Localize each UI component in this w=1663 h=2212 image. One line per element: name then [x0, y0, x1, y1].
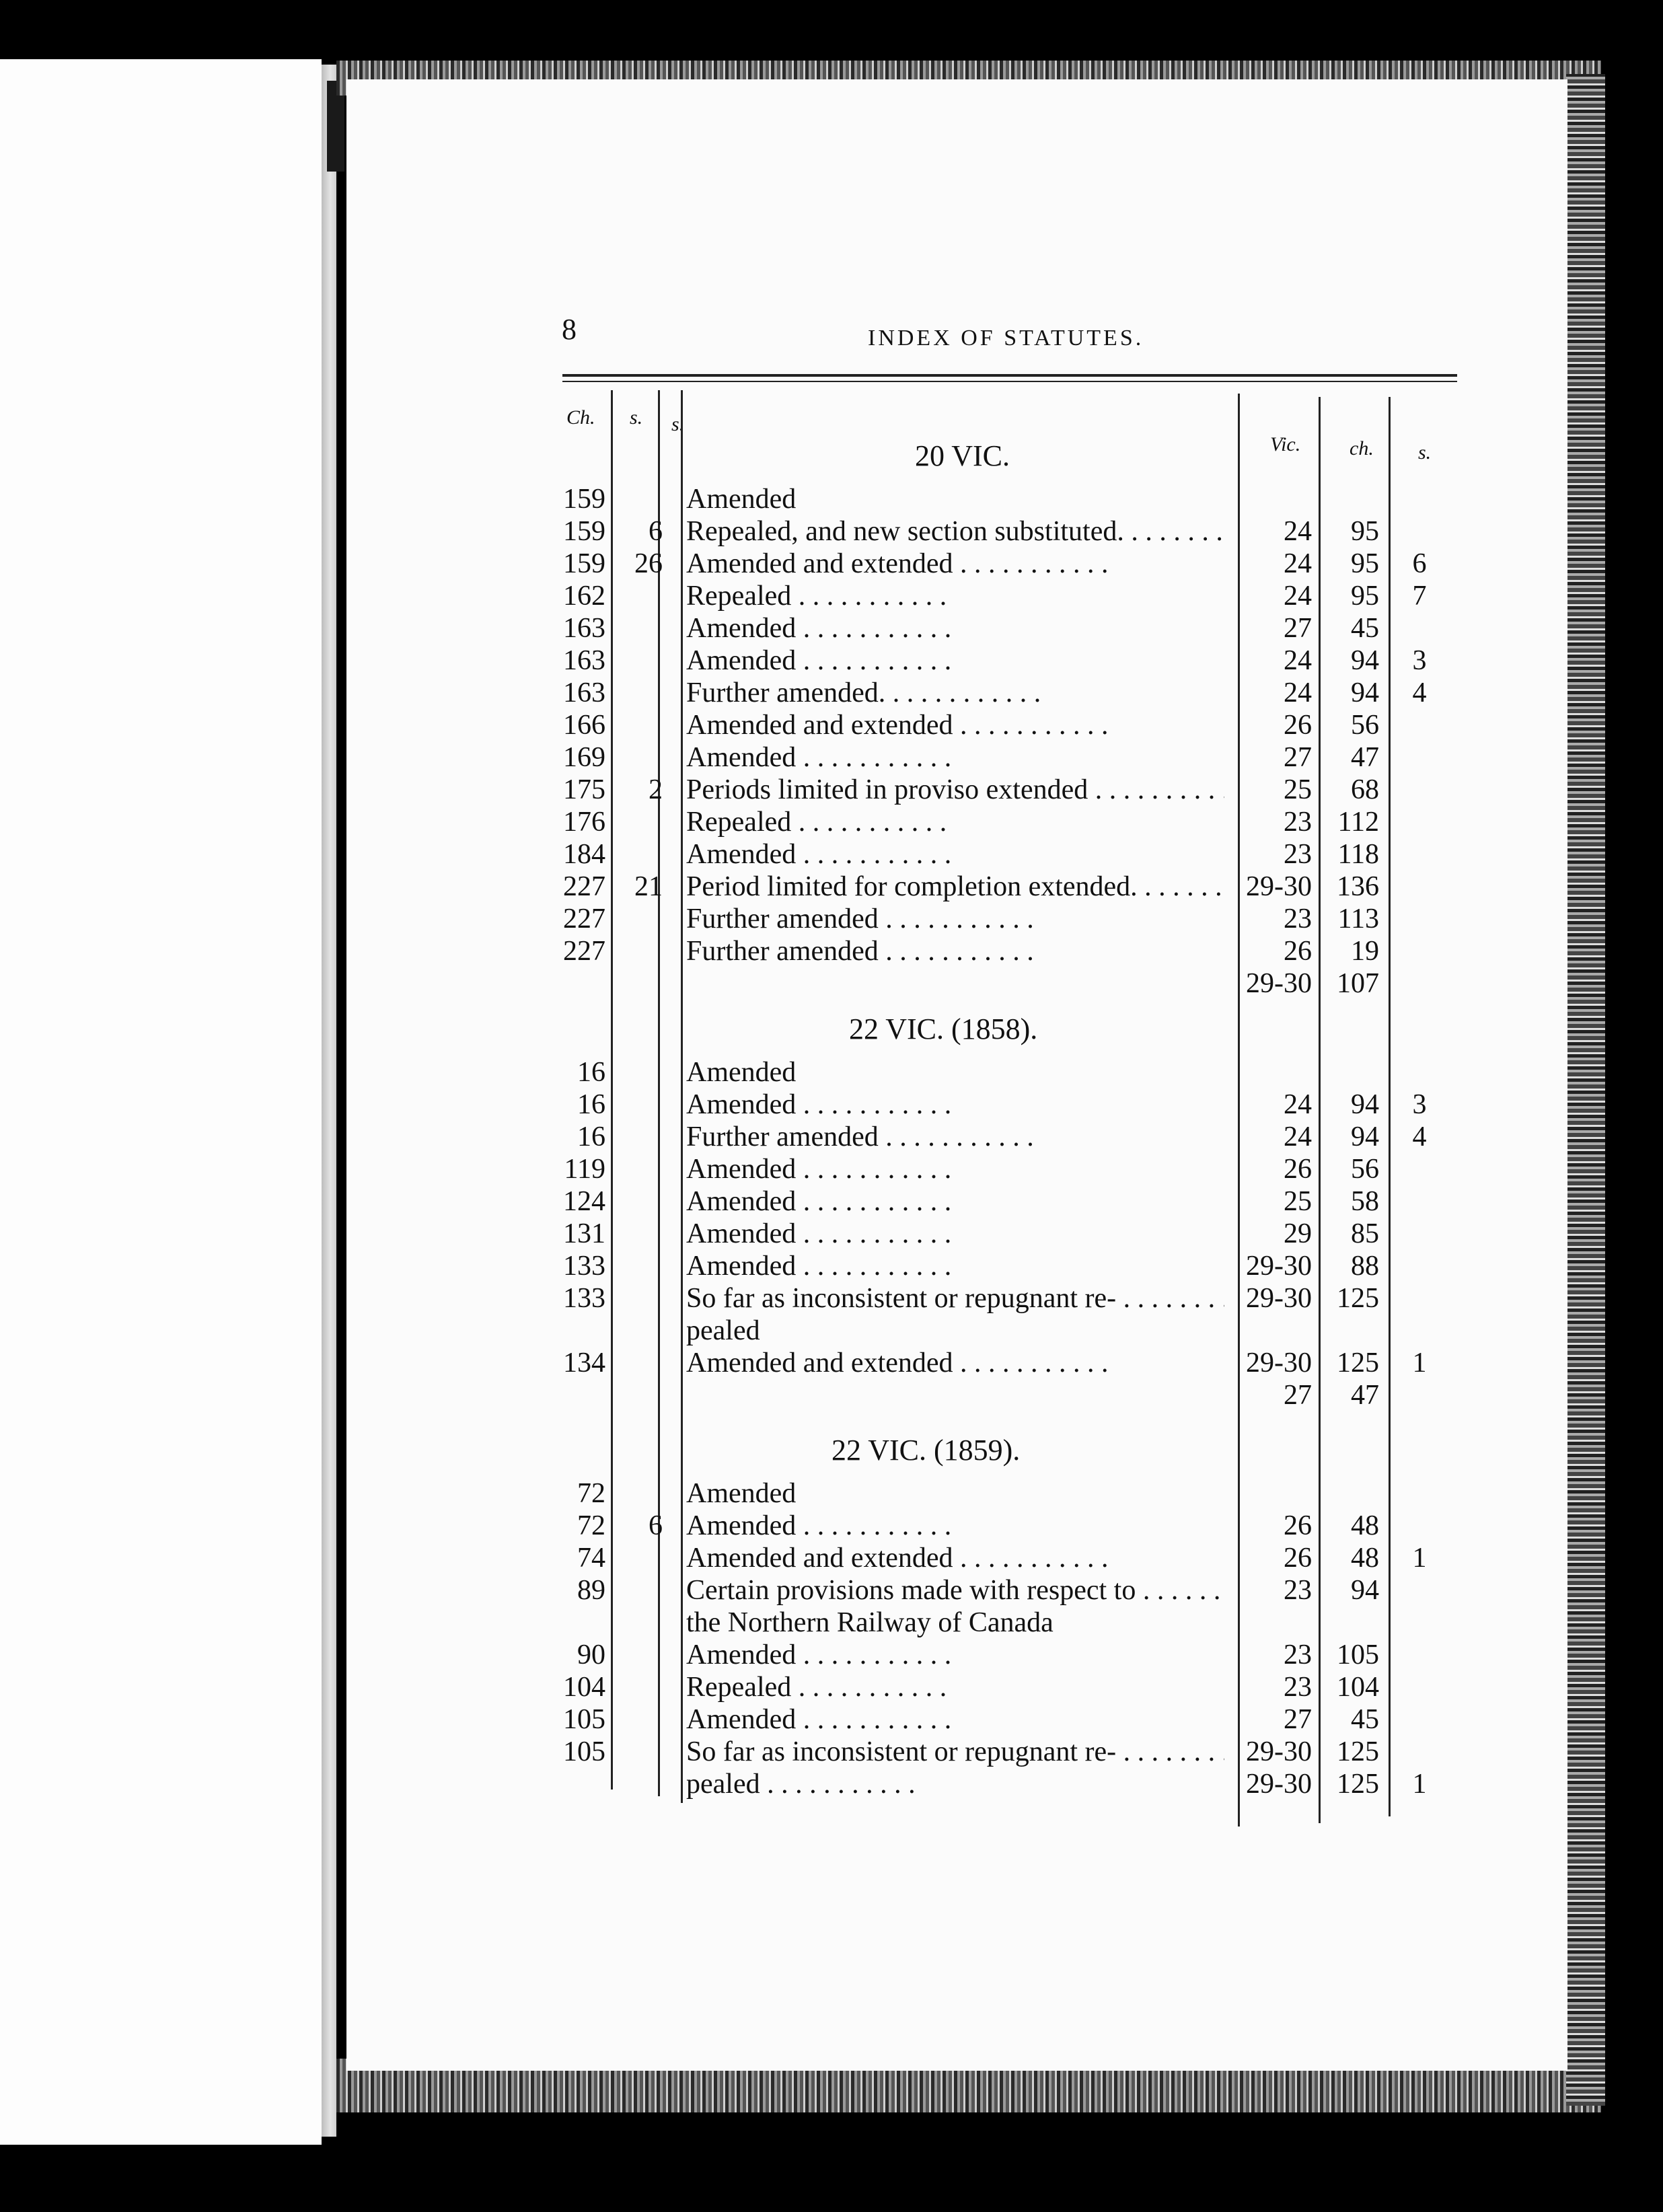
table-row — [552, 1218, 1467, 1250]
running-head: INDEX OF STATUTES. — [868, 326, 1144, 351]
entry-vic: 26 — [1284, 936, 1312, 967]
entry-vic-chapter: 94 — [1351, 1089, 1379, 1120]
table-row — [552, 1282, 1467, 1315]
entry-vic: 23 — [1284, 1575, 1312, 1606]
entry-vic-section: 4 — [1412, 1121, 1427, 1152]
entry-chapter: 74 — [577, 1543, 605, 1574]
entry-vic-section: 1 — [1412, 1543, 1427, 1574]
col-header-vic-ch: ch. — [1350, 437, 1374, 459]
entry-chapter: 104 — [563, 1672, 605, 1703]
entry-vic-chapter: 125 — [1337, 1736, 1379, 1767]
entry-chapter: 133 — [563, 1251, 605, 1282]
entry-chapter: 16 — [577, 1057, 605, 1088]
entry-chapter: 159 — [563, 484, 605, 515]
entry-section: 6 — [649, 1510, 663, 1541]
entry-chapter: 227 — [563, 871, 605, 902]
table-row — [552, 935, 1467, 967]
entry-vic: 24 — [1284, 1121, 1312, 1152]
entry-vic-chapter: 125 — [1337, 1348, 1379, 1378]
table-row — [552, 1089, 1467, 1121]
entry-vic-chapter: 47 — [1351, 1380, 1379, 1411]
entry-vic-section: 1 — [1412, 1348, 1427, 1378]
table-row — [552, 871, 1467, 903]
entry-vic-chapter: 113 — [1337, 904, 1379, 934]
entry-vic: 29-30 — [1246, 1736, 1312, 1767]
entry-chapter: 169 — [563, 742, 605, 773]
entry-vic-chapter: 136 — [1337, 871, 1379, 902]
entry-vic-chapter: 104 — [1337, 1672, 1379, 1703]
entry-vic: 25 — [1284, 774, 1312, 805]
entry-vic-chapter: 56 — [1351, 710, 1379, 741]
entry-description: pealed . . — [686, 1768, 1224, 1800]
entry-vic-chapter: 112 — [1337, 807, 1379, 838]
table-row — [552, 580, 1467, 612]
entry-vic: 27 — [1284, 613, 1312, 644]
entry-vic: 23 — [1284, 839, 1312, 870]
entry-description: Periods limited in proviso extended . . — [686, 774, 1224, 806]
page-right-edge — [1566, 74, 1605, 2106]
table-row — [552, 1639, 1467, 1671]
entry-description: Further amended . . — [686, 935, 1224, 967]
page-number: 8 — [562, 313, 577, 346]
table-row — [552, 1736, 1467, 1768]
entry-vic: 23 — [1284, 1672, 1312, 1703]
entry-vic-section: 1 — [1412, 1769, 1427, 1800]
table-row — [552, 1510, 1467, 1542]
entry-vic-chapter: 19 — [1351, 936, 1379, 967]
section-title: 20 VIC. — [915, 439, 1010, 472]
table-row — [552, 741, 1467, 774]
entry-vic-chapter: 107 — [1337, 968, 1379, 999]
entry-description: So far as inconsistent or repugnant re- . . — [686, 1282, 1224, 1315]
entry-description: Amended . . — [686, 1185, 1224, 1218]
entry-chapter: 175 — [563, 774, 605, 805]
entry-chapter: 119 — [564, 1154, 605, 1185]
entry-description: Amended — [686, 1057, 797, 1088]
entry-description: Repealed . . — [686, 1671, 1224, 1703]
entry-vic-section: 3 — [1412, 1089, 1427, 1120]
entry-vic-chapter: 94 — [1351, 645, 1379, 676]
entry-vic: 23 — [1284, 807, 1312, 838]
entry-vic: 24 — [1284, 516, 1312, 547]
table-row — [552, 806, 1467, 838]
entry-vic-chapter: 94 — [1351, 1575, 1379, 1606]
table-row — [552, 548, 1467, 580]
entry-vic: 24 — [1284, 645, 1312, 676]
entry-vic-chapter: 105 — [1337, 1639, 1379, 1670]
entry-vic: 24 — [1284, 1089, 1312, 1120]
entry-vic: 29 — [1284, 1218, 1312, 1249]
entry-description: the Northern Railway of Canada — [686, 1607, 1054, 1638]
entry-vic-section: 7 — [1412, 581, 1427, 612]
entry-description: Period limited for completion extended. . . — [686, 871, 1224, 903]
table-row — [552, 903, 1467, 935]
entry-vic-chapter: 85 — [1351, 1218, 1379, 1249]
entry-vic-chapter: 125 — [1337, 1769, 1379, 1800]
entry-vic: 24 — [1284, 548, 1312, 579]
table-row — [552, 1768, 1467, 1800]
entry-vic: 25 — [1284, 1186, 1312, 1217]
table-row — [552, 1347, 1467, 1379]
entry-description: Amended and extended . . — [686, 1542, 1224, 1574]
table-row — [552, 515, 1467, 548]
entry-chapter: 163 — [563, 645, 605, 676]
entry-chapter: 159 — [563, 548, 605, 579]
entry-description: Repealed, and new section substituted. . . — [686, 515, 1224, 548]
entry-description: Further amended . . — [686, 1121, 1224, 1153]
entry-vic-section: 6 — [1412, 548, 1427, 579]
table-row — [552, 1574, 1467, 1607]
entry-description: Amended . . — [686, 1089, 1224, 1121]
entry-chapter: 163 — [563, 677, 605, 708]
entry-vic: 27 — [1284, 1704, 1312, 1735]
book-gutter — [322, 65, 336, 2137]
entry-vic: 29-30 — [1246, 871, 1312, 902]
table-row — [552, 1379, 1467, 1411]
entry-vic: 24 — [1284, 581, 1312, 612]
entry-chapter: 90 — [577, 1639, 605, 1670]
entry-chapter: 89 — [577, 1575, 605, 1606]
entry-chapter: 176 — [563, 807, 605, 838]
entry-vic: 29-30 — [1246, 1769, 1312, 1800]
entry-chapter: 105 — [563, 1704, 605, 1735]
table-row — [552, 774, 1467, 806]
entry-vic-chapter: 118 — [1337, 839, 1379, 870]
facing-blank-page — [0, 59, 322, 2145]
entry-vic: 23 — [1284, 1639, 1312, 1670]
entry-description: Amended . . — [686, 838, 1224, 871]
table-row — [552, 838, 1467, 871]
col-header-s2: s. — [671, 413, 685, 435]
entry-section: 26 — [634, 548, 663, 579]
table-row — [552, 677, 1467, 709]
entry-vic-chapter: 68 — [1351, 774, 1379, 805]
entry-chapter: 227 — [563, 936, 605, 967]
entry-section: 2 — [649, 774, 663, 805]
entry-description: Amended . . — [686, 1639, 1224, 1671]
entry-vic-chapter: 48 — [1351, 1543, 1379, 1574]
entry-chapter: 166 — [563, 710, 605, 741]
entry-description: So far as inconsistent or repugnant re- . . — [686, 1736, 1224, 1768]
entry-vic: 24 — [1284, 677, 1312, 708]
col-header-vic-s: s. — [1418, 441, 1432, 464]
header-rule-top — [562, 374, 1457, 377]
entry-vic-chapter: 94 — [1351, 1121, 1379, 1152]
entry-description: Amended and extended . . — [686, 548, 1224, 580]
entry-chapter: 134 — [563, 1348, 605, 1378]
entry-section: 6 — [649, 516, 663, 547]
entry-description: Amended . . — [686, 644, 1224, 677]
entry-vic-chapter: 56 — [1351, 1154, 1379, 1185]
entry-vic-chapter: 94 — [1351, 677, 1379, 708]
table-row — [552, 1315, 1467, 1347]
entry-description: Amended . . — [686, 1218, 1224, 1250]
table-row — [552, 1607, 1467, 1639]
entry-vic-section: 4 — [1412, 677, 1427, 708]
entry-chapter: 163 — [563, 613, 605, 644]
entry-vic: 27 — [1284, 742, 1312, 773]
entry-vic-chapter: 47 — [1351, 742, 1379, 773]
entry-vic-section: 3 — [1412, 645, 1427, 676]
entry-chapter: 124 — [563, 1186, 605, 1217]
table-row — [552, 1477, 1467, 1510]
table-row — [552, 1671, 1467, 1703]
header-rule-bottom — [562, 381, 1457, 382]
entry-description: Amended and extended . . — [686, 709, 1224, 741]
entry-description: Repealed . . — [686, 580, 1224, 612]
entry-description: Certain provisions made with respect to . . — [686, 1574, 1224, 1607]
table-row — [552, 612, 1467, 644]
entry-vic: 29-30 — [1246, 1348, 1312, 1378]
col-header-ch: Ch. — [566, 406, 595, 429]
entry-vic: 29-30 — [1246, 968, 1312, 999]
entry-vic: 29-30 — [1246, 1283, 1312, 1314]
entry-description: Amended . . — [686, 1153, 1224, 1185]
entry-vic-chapter: 95 — [1351, 581, 1379, 612]
entry-vic: 23 — [1284, 904, 1312, 934]
entry-description: Amended . . — [686, 1703, 1224, 1736]
entry-vic-chapter: 88 — [1351, 1251, 1379, 1282]
entry-vic-chapter: 45 — [1351, 1704, 1379, 1735]
entry-chapter: 227 — [563, 904, 605, 934]
entry-description: Amended . . — [686, 1510, 1224, 1542]
table-row — [552, 1250, 1467, 1282]
entry-chapter: 131 — [563, 1218, 605, 1249]
table-row — [552, 967, 1467, 1000]
section-title: 22 VIC. (1859). — [832, 1434, 1021, 1467]
table-row — [552, 1153, 1467, 1185]
entry-description: Amended . . — [686, 1250, 1224, 1282]
entry-chapter: 16 — [577, 1089, 605, 1120]
entry-vic-chapter: 48 — [1351, 1510, 1379, 1541]
entry-chapter: 184 — [563, 839, 605, 870]
entry-vic-chapter: 45 — [1351, 613, 1379, 644]
entry-description: Further amended. . . — [686, 677, 1224, 709]
table-row — [552, 1121, 1467, 1153]
entry-vic: 26 — [1284, 1543, 1312, 1574]
col-header-vic: Vic. — [1270, 433, 1301, 455]
entry-vic: 27 — [1284, 1380, 1312, 1411]
entry-chapter: 159 — [563, 516, 605, 547]
entry-description: pealed — [686, 1315, 760, 1346]
entry-vic-chapter: 58 — [1351, 1186, 1379, 1217]
section-title: 22 VIC. (1858). — [849, 1012, 1038, 1045]
entry-vic: 26 — [1284, 1510, 1312, 1541]
entry-section: 21 — [634, 871, 663, 902]
entry-vic: 26 — [1284, 710, 1312, 741]
table-row — [552, 644, 1467, 677]
entry-vic: 26 — [1284, 1154, 1312, 1185]
entry-vic-chapter: 125 — [1337, 1283, 1379, 1314]
entry-vic-chapter: 95 — [1351, 548, 1379, 579]
table-row — [552, 709, 1467, 741]
entry-description: Repealed . . — [686, 806, 1224, 838]
entry-vic-chapter: 95 — [1351, 516, 1379, 547]
entry-vic: 29-30 — [1246, 1251, 1312, 1282]
col-header-s: s. — [630, 406, 643, 429]
table-row — [552, 1185, 1467, 1218]
entry-description: Amended . . — [686, 612, 1224, 644]
entry-chapter: 72 — [577, 1510, 605, 1541]
entry-description: Amended — [686, 484, 797, 515]
table-row — [552, 1056, 1467, 1089]
entry-description: Further amended . . — [686, 903, 1224, 935]
table-row — [552, 1542, 1467, 1574]
entry-description: Amended — [686, 1478, 797, 1509]
entry-chapter: 162 — [563, 581, 605, 612]
entry-chapter: 133 — [563, 1283, 605, 1314]
entry-description: Amended and extended . . — [686, 1347, 1224, 1379]
entry-chapter: 72 — [577, 1478, 605, 1509]
table-row — [552, 1703, 1467, 1736]
table-row — [552, 483, 1467, 515]
entry-description: Amended . . — [686, 741, 1224, 774]
entry-chapter: 105 — [563, 1736, 605, 1767]
entry-chapter: 16 — [577, 1121, 605, 1152]
